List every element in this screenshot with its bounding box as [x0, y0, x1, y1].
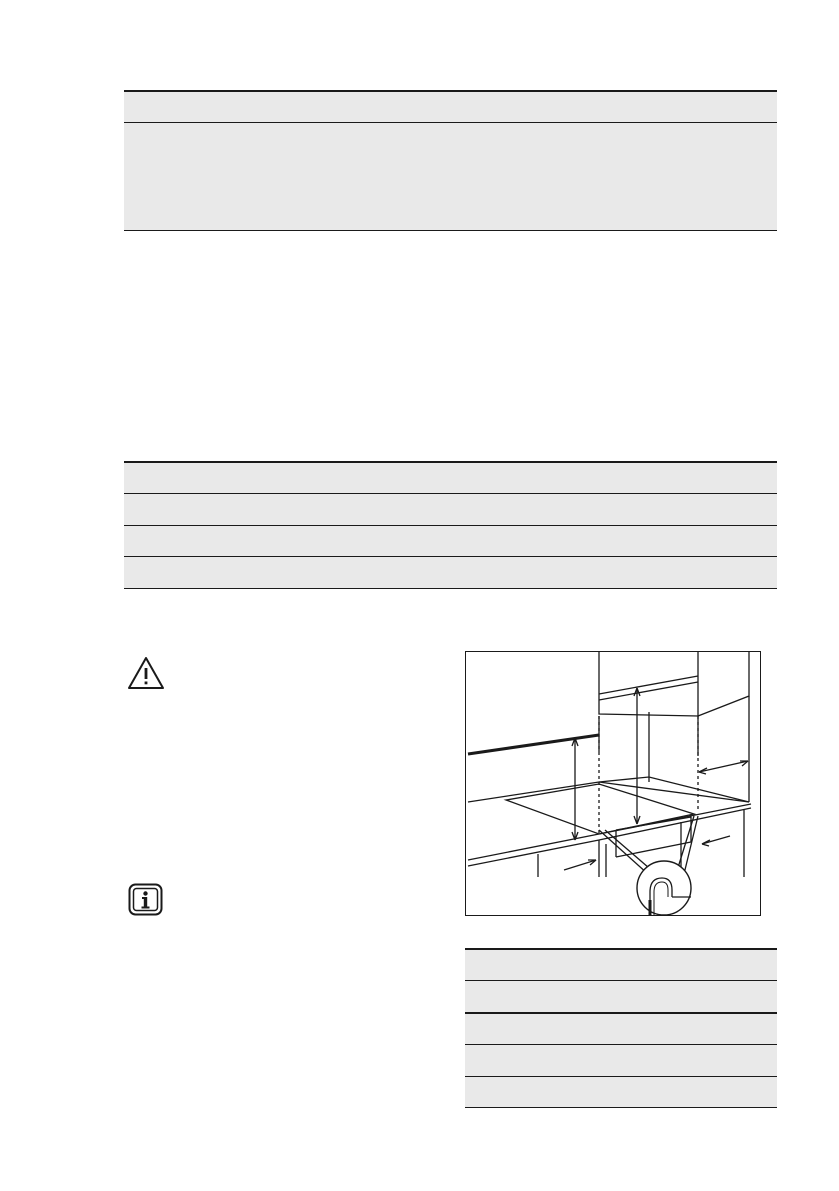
table-bottom-rule — [465, 1107, 777, 1108]
info-icon — [128, 883, 163, 916]
table-row — [124, 557, 777, 588]
table-row — [465, 1045, 777, 1076]
table-row — [465, 1014, 777, 1044]
table-header-row — [124, 92, 777, 122]
table-row — [124, 123, 777, 230]
hob-installation-diagram — [465, 651, 761, 916]
middle-table — [124, 461, 777, 591]
warning-triangle-icon — [126, 655, 166, 691]
table-bottom-rule — [124, 588, 777, 589]
table-bottom-rule — [124, 230, 777, 231]
bottom-table — [465, 948, 777, 1110]
table-row — [465, 1077, 777, 1107]
table-row — [124, 526, 777, 556]
table-header-row — [465, 950, 777, 980]
top-table — [124, 90, 777, 232]
table-row — [124, 494, 777, 525]
table-header-row — [124, 463, 777, 493]
table-row — [465, 981, 777, 1012]
